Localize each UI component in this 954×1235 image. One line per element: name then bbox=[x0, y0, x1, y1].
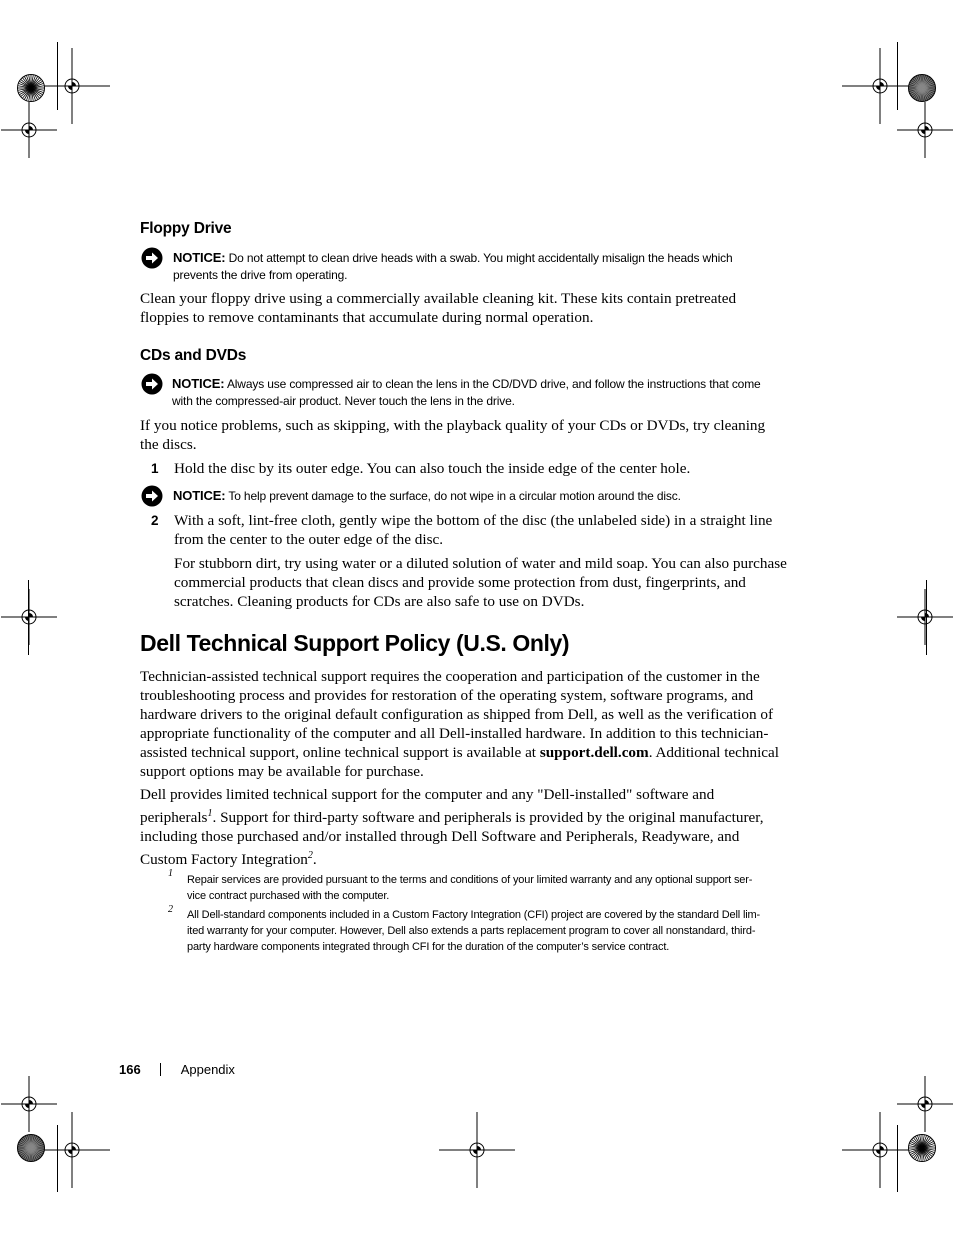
text-line: commercial products that clean discs and provide some protection from dust, fingerprints, and bbox=[174, 574, 746, 591]
trim-line bbox=[897, 42, 898, 110]
trim-line bbox=[28, 580, 29, 655]
notice-cds-wipe bbox=[141, 487, 681, 507]
registration-mark-icon bbox=[897, 589, 953, 645]
registration-mark-icon bbox=[1, 102, 57, 158]
trim-line bbox=[897, 1125, 898, 1192]
text-line bbox=[140, 846, 764, 869]
text-line bbox=[140, 743, 779, 762]
footer-divider bbox=[160, 1063, 161, 1076]
paragraph-policy-1 bbox=[140, 667, 779, 781]
notice-text bbox=[172, 375, 761, 410]
notice-line: To help prevent damage to the surface, do not wipe in a circular motion around the disc. bbox=[228, 489, 681, 503]
registration-mark-icon bbox=[842, 1112, 918, 1188]
step-number: 1 bbox=[151, 461, 159, 476]
text-line: scratches. Cleaning products for CDs are also safe to use on DVDs. bbox=[174, 593, 585, 610]
notice-line: with the compressed-air product. Never touch the lens in the drive. bbox=[172, 394, 515, 408]
notice-line: prevents the drive from operating. bbox=[173, 268, 348, 282]
starburst-target-icon bbox=[908, 1134, 936, 1162]
text-line: Dell provides limited technical support for the computer and any "Dell-installed" software and bbox=[140, 786, 715, 803]
text-line: hardware drivers to the original default configuration as shipped from Dell, as well as the verification of bbox=[140, 706, 774, 723]
text-line: floppies to remove contaminants that accumulate during normal operation. bbox=[140, 309, 594, 326]
registration-mark-icon bbox=[34, 1112, 110, 1188]
paragraph-cds bbox=[140, 416, 765, 454]
trim-line bbox=[57, 42, 58, 110]
notice-arrow-icon bbox=[141, 485, 163, 507]
trim-line bbox=[57, 1125, 58, 1192]
notice-label: NOTICE: bbox=[173, 488, 226, 503]
notice-line: Do not attempt to clean drive heads with a swab. You might accidentally misalign the heads which bbox=[228, 251, 733, 265]
step-2-detail bbox=[174, 554, 787, 611]
notice-floppy bbox=[141, 249, 733, 284]
text-span: Custom Factory Integration bbox=[140, 851, 308, 869]
footer-section-label: Appendix bbox=[180, 1062, 235, 1077]
starburst-target-icon bbox=[908, 74, 936, 102]
text-line bbox=[140, 804, 764, 827]
text-line: the discs. bbox=[140, 436, 197, 453]
footnote-number: 2 bbox=[168, 904, 173, 915]
notice-arrow-icon bbox=[141, 373, 163, 395]
notice-label: NOTICE: bbox=[173, 250, 226, 265]
footnote-1 bbox=[187, 872, 752, 904]
notice-arrow-icon bbox=[141, 247, 163, 269]
heading-floppy-drive: Floppy Drive bbox=[140, 220, 232, 237]
text-line: from the center to the outer edge of the disc. bbox=[174, 531, 444, 548]
footnote-ref: 1 bbox=[207, 808, 213, 819]
text-line: Repair services are provided pursuant to the terms and conditions of your limited warranty and any optional support ser- bbox=[187, 874, 753, 886]
heading-cds-dvds: CDs and DVDs bbox=[140, 347, 247, 364]
notice-text bbox=[173, 249, 733, 284]
footnote-number: 1 bbox=[168, 868, 173, 879]
text-span: . bbox=[312, 851, 317, 869]
text-span: . Additional technical bbox=[648, 744, 780, 761]
notice-line: Always use compressed air to clean the lens in the CD/DVD drive, and follow the instructions that come bbox=[226, 377, 761, 391]
text-line: For stubborn dirt, try using water or a diluted solution of water and mild soap. You can also purchase bbox=[174, 555, 787, 572]
text-line: Clean your floppy drive using a commercially available cleaning kit. These kits contain pretreated bbox=[140, 290, 737, 307]
text-line: support options may be available for purchase. bbox=[140, 763, 424, 780]
text-span: . Support for third-party software and peripherals is provided by the original manufacturer, bbox=[212, 809, 764, 827]
text-line: appropriate functionality of the computer and all Dell-installed hardware. In addition to this technician- bbox=[140, 725, 769, 742]
footnote-2 bbox=[187, 907, 760, 955]
support-link[interactable]: support.dell.com bbox=[539, 744, 649, 761]
starburst-target-icon bbox=[17, 74, 45, 102]
text-line: ited warranty for your computer. However, Dell also extends a parts replacement program to cover all nonstandard, third- bbox=[187, 925, 756, 937]
text-span: peripherals bbox=[140, 809, 208, 827]
step-2-text bbox=[174, 511, 772, 549]
paragraph-floppy bbox=[140, 289, 736, 327]
text-line: party hardware components integrated through CFI for the duration of the computer’s service contract. bbox=[187, 941, 670, 953]
registration-mark-icon bbox=[439, 1112, 515, 1188]
text-line: vice contract purchased with the computer. bbox=[187, 890, 390, 902]
step-number: 2 bbox=[151, 513, 159, 528]
text-line: All Dell-standard components included in a Custom Factory Integration (CFI) project are covered by the standard Dell lim- bbox=[187, 909, 761, 921]
heading-support-policy: Dell Technical Support Policy (U.S. Only) bbox=[140, 630, 570, 656]
footnote-ref: 2 bbox=[307, 850, 313, 862]
notice-cds-lens bbox=[141, 375, 761, 410]
text-line: If you notice problems, such as skipping, with the playback quality of your CDs or DVDs, try cleaning bbox=[140, 417, 766, 434]
notice-label: NOTICE: bbox=[172, 376, 225, 391]
registration-mark-icon bbox=[897, 102, 953, 158]
text-line: Technician-assisted technical support requires the cooperation and participation of the customer in the bbox=[140, 668, 760, 685]
registration-mark-icon bbox=[1, 589, 57, 645]
page-footer bbox=[119, 1062, 235, 1077]
step-1-text: Hold the disc by its outer edge. You can also touch the inside edge of the center hole. bbox=[174, 460, 691, 477]
text-line: With a soft, lint-free cloth, gently wipe the bottom of the disc (the unlabeled side) in a straight line bbox=[174, 512, 773, 529]
paragraph-policy-2 bbox=[140, 785, 764, 869]
starburst-target-icon bbox=[17, 1134, 45, 1162]
notice-text bbox=[173, 487, 681, 505]
text-span: assisted technical support, online technical support is available at bbox=[140, 744, 540, 761]
trim-line bbox=[926, 580, 927, 655]
page-number: 166 bbox=[119, 1062, 141, 1077]
text-line: including those purchased and/or installed through Dell Software and Peripherals, Readyware, and bbox=[140, 828, 740, 846]
text-line: troubleshooting process and provides for restoration of the operating system, software programs, and bbox=[140, 687, 754, 704]
